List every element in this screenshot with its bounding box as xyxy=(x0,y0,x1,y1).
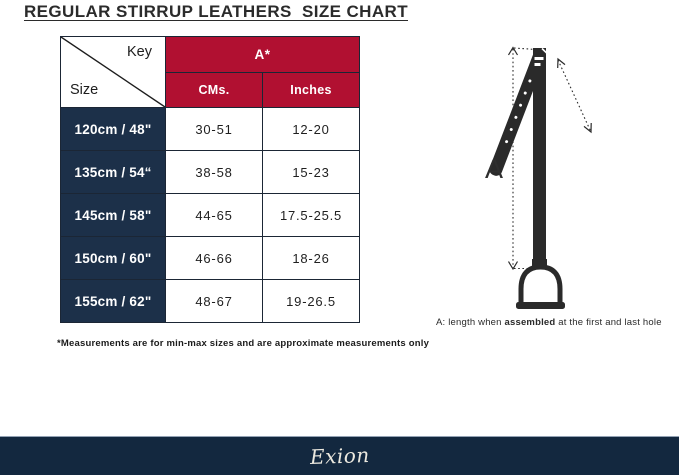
cms-value: 46-66 xyxy=(166,237,263,280)
cms-value: 48-67 xyxy=(166,280,263,323)
diagram-caption xyxy=(436,317,672,328)
size-cell: 155cm / 62" xyxy=(61,280,166,323)
inches-value: 15-23 xyxy=(263,151,360,194)
key-label: Key xyxy=(127,44,152,60)
size-label: Size xyxy=(70,82,99,98)
dimension-a-label: A xyxy=(485,154,504,184)
size-chart-table xyxy=(60,36,360,323)
size-cell: 120cm / 48" xyxy=(61,108,166,151)
measurements-footnote: *Measurements are for min-max sizes and are approximate measurements only xyxy=(57,338,430,349)
table-row xyxy=(61,280,360,323)
size-cell: 135cm / 54“ xyxy=(61,151,166,194)
inches-value: 12-20 xyxy=(263,108,360,151)
column-group-a-header: A* xyxy=(166,37,360,73)
dimension-line-diagonal xyxy=(558,59,592,132)
inches-value: 19-26.5 xyxy=(263,280,360,323)
footer-bar xyxy=(0,436,679,475)
page-title: REGULAR STIRRUP LEATHERS SIZE CHART xyxy=(23,2,408,21)
column-header-cms: CMs. xyxy=(166,73,263,108)
table-row xyxy=(61,237,360,280)
size-cell: 150cm / 60" xyxy=(61,237,166,280)
table-row xyxy=(61,194,360,237)
stirrup-leather-diagram xyxy=(430,28,679,328)
size-cell: 145cm / 58" xyxy=(61,194,166,237)
caption-suffix: at the first and last hole xyxy=(555,317,662,328)
main-strap xyxy=(533,48,546,266)
inches-value: 17.5-25.5 xyxy=(263,194,360,237)
table-row xyxy=(61,151,360,194)
cms-value: 38-58 xyxy=(166,151,263,194)
key-size-header-cell xyxy=(61,37,166,108)
caption-prefix: A: length when xyxy=(436,317,505,328)
cms-value: 30-51 xyxy=(166,108,263,151)
column-header-inches: Inches xyxy=(263,73,360,108)
cms-value: 44-65 xyxy=(166,194,263,237)
inches-value: 18-26 xyxy=(263,237,360,280)
brand-logo: Exion xyxy=(309,442,370,470)
stirrup-iron xyxy=(516,259,565,309)
table-row xyxy=(61,108,360,151)
caption-bold: assembled xyxy=(504,317,556,328)
